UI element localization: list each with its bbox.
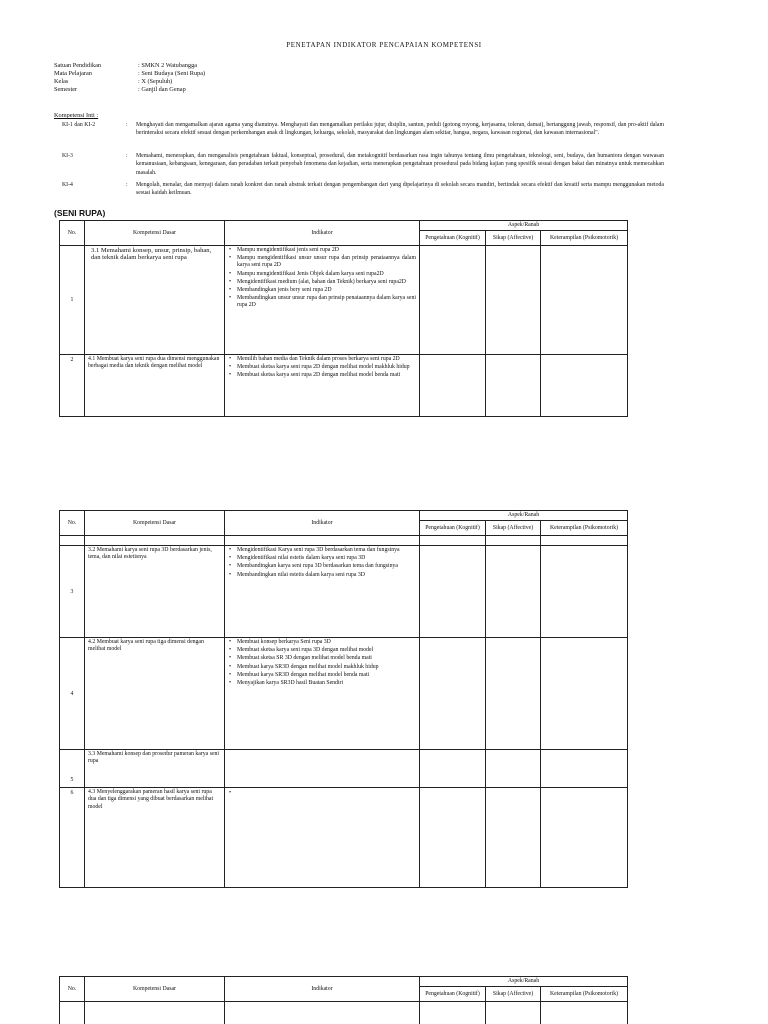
indikator-list bbox=[228, 356, 416, 380]
indikator-item: • Mampu mengidentifikasi unsur unsur rupa dan prinsip penataannya dalam karya seni rupa 2D bbox=[228, 255, 416, 269]
meta-label: Satuan Pendidikan bbox=[54, 62, 102, 69]
row-number: 2 bbox=[60, 355, 85, 417]
pengetahuan-cell bbox=[420, 788, 486, 888]
ki-colon: : bbox=[126, 182, 128, 188]
keterampilan-cell bbox=[541, 546, 628, 638]
keterampilan-cell bbox=[541, 638, 628, 750]
kd-text: 3.1 Memahami konsep, unsur, prinsip, bahan, dan teknik dalam berkarya seni rupa bbox=[85, 246, 225, 355]
table-row bbox=[60, 546, 628, 638]
header-kd: Kompetensi Dasar bbox=[85, 221, 225, 246]
header-sikap: Sikap (Affective) bbox=[486, 231, 541, 246]
pengetahuan-cell bbox=[420, 355, 486, 417]
indikator-cell bbox=[225, 750, 420, 788]
header-indikator: Indikator bbox=[225, 511, 420, 536]
ki-heading: Kompetensi Inti : bbox=[54, 112, 99, 119]
header-sikap: Sikap (Affective) bbox=[486, 521, 541, 536]
header-no: No. bbox=[60, 511, 85, 536]
indikator-item: • Membuat sketsa karya seni rupa 3D dengan melihat model bbox=[228, 647, 416, 654]
sikap-cell bbox=[486, 546, 541, 638]
meta-label: Semester bbox=[54, 86, 78, 93]
document-title: PENETAPAN INDIKATOR PENCAPAIAN KOMPETENSI bbox=[286, 41, 482, 49]
indikator-cell bbox=[225, 788, 420, 888]
indikator-item: • Mampu mengidentifikasi jenis seni rupa 2D bbox=[228, 247, 416, 254]
ki-code: KI-1 dan KI-2 bbox=[62, 122, 96, 128]
kd-text: 3.2 Memahami karya seni rupa 3D berdasarkan jenis, tema, dan nilai estetisnya bbox=[85, 546, 225, 638]
header-kd: Kompetensi Dasar bbox=[85, 977, 225, 1002]
indikator-item: • Membandingkan unsur unsur rupa dan prinsip penataannya dalam karya seni rupa 2D bbox=[228, 295, 416, 309]
row-number: 1 bbox=[60, 246, 85, 355]
indikator-table-3 bbox=[59, 976, 628, 1024]
row-number: 6 bbox=[60, 788, 85, 888]
indikator-list bbox=[228, 639, 416, 687]
header-aspek: Aspek/Ranah bbox=[420, 511, 628, 521]
indikator-item: • Membuat sketsa karya seni rupa 2D dengan melihat model benda mati bbox=[228, 372, 416, 379]
indikator-list bbox=[228, 547, 416, 579]
indikator-item: • Mampu mengidentifikasi Jenis Objek dalam karya seni rupa2D bbox=[228, 271, 416, 278]
table-row bbox=[60, 750, 628, 788]
spacer-row bbox=[60, 536, 628, 546]
row-number: 3 bbox=[60, 546, 85, 638]
ki-colon: : bbox=[126, 122, 128, 128]
indikator-list bbox=[228, 247, 416, 310]
sikap-cell bbox=[486, 788, 541, 888]
table-row bbox=[60, 1002, 628, 1024]
indikator-item: • Membuat konsep berkarya Seni rupa 3D bbox=[228, 639, 416, 646]
header-indikator: Indikator bbox=[225, 221, 420, 246]
header-pengetahuan: Pengetahuan (Kognitif) bbox=[420, 521, 486, 536]
kd-text: 4.3 Menyelenggarakan pameran hasil karya seni rupa dua dan tiga dimensi yang dibuat berdasarkan melihat model bbox=[85, 788, 225, 888]
indikator-item: • Membuat sketsa karya seni rupa 2D dengan melihat model makhluk hidup bbox=[228, 364, 416, 371]
sikap-cell bbox=[486, 355, 541, 417]
header-keterampilan: Keterampilan (Psikomotorik) bbox=[541, 987, 628, 1002]
header-sikap: Sikap (Affective) bbox=[486, 987, 541, 1002]
header-no: No. bbox=[60, 221, 85, 246]
kd-text: 4.2 Membuat karya seni rupa tiga dimensi dengan melihat model bbox=[85, 638, 225, 750]
header-kd: Kompetensi Dasar bbox=[85, 511, 225, 536]
table-row bbox=[60, 246, 628, 355]
ki-code: KI-3 bbox=[62, 153, 73, 159]
sikap-cell bbox=[486, 750, 541, 788]
meta-label: Kelas bbox=[54, 78, 69, 85]
meta-value: : Seni Budaya (Seni Rupa) bbox=[138, 70, 206, 77]
header-keterampilan: Keterampilan (Psikomotorik) bbox=[541, 231, 628, 246]
keterampilan-cell bbox=[541, 750, 628, 788]
keterampilan-cell bbox=[541, 355, 628, 417]
indikator-table-1 bbox=[59, 220, 628, 417]
indikator-cell bbox=[225, 246, 420, 355]
meta-label: Mata Pelajaran bbox=[54, 70, 92, 77]
indikator-cell bbox=[225, 638, 420, 750]
indikator-item: • Mengidentifikasi medium (alat, bahan dan Teknik) berkarya seni rupa2D bbox=[228, 279, 416, 286]
pengetahuan-cell bbox=[420, 638, 486, 750]
sikap-cell bbox=[486, 638, 541, 750]
header-pengetahuan: Pengetahuan (Kognitif) bbox=[420, 987, 486, 1002]
sikap-cell bbox=[486, 246, 541, 355]
ki-text: Menghayati dan mengamalkan ajaran agama yang dianutnya. Menghayati dan mengamalkan perilaku jujur, disiplin, santun, peduli (gotong royong, kerjasama, toleran, damai), bertanggung jawab, responsif, dan pro-aktif dalam berinteraksi secara efektif sesuai dengan perkembangan anak di lingkungan, keluarga, sekolah, masyarakat dan lingkungan alam sekitar, bangsa, negara, kawasan regional, dan kawasan internasional". bbox=[136, 122, 664, 137]
header-indikator: Indikator bbox=[225, 977, 420, 1002]
ki-text: Mengolah, menalar, dan menyaji dalam ranah konkret dan ranah abstrak terkait dengan pengembangan dari yang dipelajarinya di sekolah secara mandiri, bertindak secara efektif dan kreatif serta mampu menggunakan metoda sesuai kaidah keilmuan. bbox=[136, 182, 664, 197]
kd-text: 3.3 Memahami konsep dan prosedur pameran karya seni rupa bbox=[85, 750, 225, 788]
indikator-item: • Membuat karya SR3D dengan melihat model benda mati bbox=[228, 672, 416, 679]
keterampilan-cell bbox=[541, 246, 628, 355]
indikator-item: • Menyajikan karya SR3D hasil Buatan Sendiri bbox=[228, 680, 416, 687]
pengetahuan-cell bbox=[420, 546, 486, 638]
meta-value: : SMKN 2 Watubangga bbox=[138, 62, 198, 69]
header-aspek: Aspek/Ranah bbox=[420, 221, 628, 231]
header-no: No. bbox=[60, 977, 85, 1002]
indikator-item: • Mengidentifikasi Karya seni rupa 3D berdasarkan tema dan fungsinya bbox=[228, 547, 416, 554]
meta-value: : X (Sepuluh) bbox=[138, 78, 173, 85]
row-number: 4 bbox=[60, 638, 85, 750]
indikator-table-2 bbox=[59, 510, 628, 888]
indikator-item: • Membandingkan jenis bery seni rupa 2D bbox=[228, 287, 416, 294]
ki-code: KI-4 bbox=[62, 182, 73, 188]
indikator-cell bbox=[225, 355, 420, 417]
ki-colon: : bbox=[126, 153, 128, 159]
indikator-cell bbox=[225, 546, 420, 638]
header-aspek: Aspek/Ranah bbox=[420, 977, 628, 987]
keterampilan-cell bbox=[541, 788, 628, 888]
indikator-item: • Mengidentifikasi nilai estetis dalam karya seni rupa 3D bbox=[228, 555, 416, 562]
indikator-item: • Membuat sketsa SR 3D dengan melihat model benda mati bbox=[228, 655, 416, 662]
indikator-item: • Membuat karya SR3D dengan melihat model makhluk hidup bbox=[228, 664, 416, 671]
indikator-item: • Membandingkan nilai estetis dalam karya seni rupa 3D bbox=[228, 572, 416, 579]
indikator-item: • Memilih bahan media dan Teknik dalam proses berkarya seni rupa 2D bbox=[228, 356, 416, 363]
kd-text: 4.1 Membuat karya seni rupa dua dimensi menggunakan berbagai media dan teknik dengan melihat model bbox=[85, 355, 225, 417]
table-row bbox=[60, 788, 628, 888]
meta-value: : Ganjil dan Genap bbox=[138, 86, 186, 93]
section-title: (SENI RUPA) bbox=[54, 208, 106, 218]
pengetahuan-cell bbox=[420, 750, 486, 788]
ki-text: Memahami, menerapkan, dan menganalisis pengetahuan faktual, konseptual, prosedural, dan metakognitif berdasarkan rasa ingin tahunya tentang ilmu pengetahuan, teknologi, seni, budaya, dan humaniora dengan wawasan kemanusiaan, kebangsaan, kenegaraan, dan peradaban terkait penyebab fenomena dan kejadian, serta menerapkan pengetahuan prosedural pada bidang kajian yang spesifik sesuai dengan bakat dan minatnya untuk memecahkan masalah. bbox=[136, 153, 664, 176]
table-row bbox=[60, 355, 628, 417]
pengetahuan-cell bbox=[420, 246, 486, 355]
row-number: 5 bbox=[60, 750, 85, 788]
header-pengetahuan: Pengetahuan (Kognitif) bbox=[420, 231, 486, 246]
table-row bbox=[60, 638, 628, 750]
indikator-item: • Membandingkan karya seni rupa 3D berdasarkan tema dan fungsinya bbox=[228, 563, 416, 570]
header-keterampilan: Keterampilan (Psikomotorik) bbox=[541, 521, 628, 536]
